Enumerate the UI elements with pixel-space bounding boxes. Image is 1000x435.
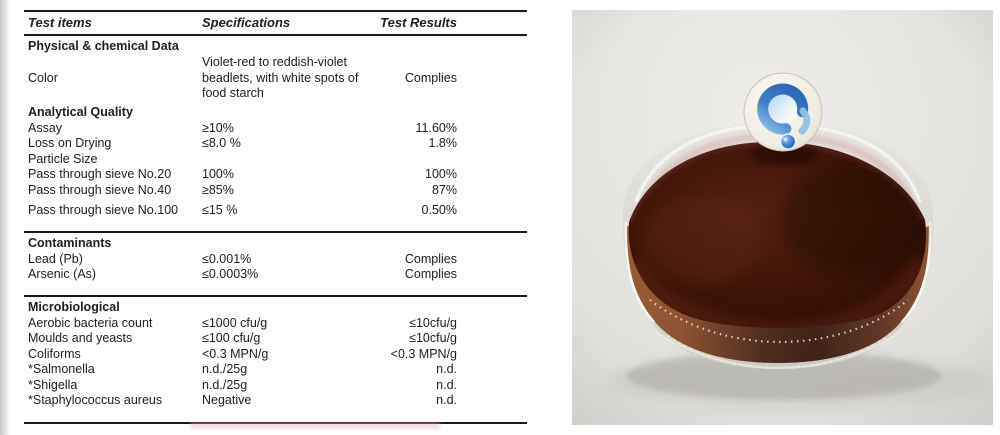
- row-test-result: n.d.: [436, 377, 457, 392]
- row-test-result: 11.60%: [415, 120, 457, 135]
- row-test-item: Pass through sieve No.20: [28, 167, 172, 181]
- table-row: [24, 252, 527, 268]
- row-specification: ≤15 %: [202, 203, 238, 217]
- row-specification: ≥85%: [202, 182, 234, 197]
- col-header-test-items: Test items: [28, 15, 92, 30]
- row-test-result: Complies: [404, 267, 457, 281]
- row-specification: ≤100 cfu/g: [202, 331, 261, 345]
- table-row: [24, 152, 527, 168]
- row-test-item: Aerobic bacteria count: [28, 315, 153, 330]
- row-test-item: Pass through sieve No.100: [28, 203, 179, 217]
- row-test-item: *Shigella: [28, 377, 78, 392]
- row-test-result: 87%: [431, 182, 457, 197]
- table-row: [24, 183, 527, 199]
- row-specification: ≤0.001%: [202, 251, 252, 266]
- row-test-result: n.d.: [436, 393, 457, 407]
- section-title: Microbiological: [28, 299, 120, 314]
- row-specification: ≤1000 cfu/g: [202, 315, 268, 330]
- table-body: [24, 36, 527, 409]
- table-header-row: [24, 12, 527, 34]
- table-row: [24, 55, 527, 102]
- table-row: [24, 316, 527, 332]
- row-test-item: Color: [28, 70, 58, 85]
- row-test-item: *Salmonella: [28, 362, 95, 376]
- table-row: [24, 331, 527, 347]
- row-specification: <0.3 MPN/g: [202, 346, 269, 361]
- row-test-result: 100%: [425, 167, 457, 181]
- row-test-item: *Staphylococcus aureus: [28, 393, 163, 407]
- logo-dot: [780, 133, 796, 149]
- row-specification: ≥10%: [202, 120, 234, 135]
- row-test-result: n.d.: [436, 362, 457, 376]
- row-specification: 100%: [202, 167, 234, 181]
- col-header-specifications: Specifications: [202, 15, 291, 30]
- section-title: Analytical Quality: [28, 104, 133, 119]
- row-test-result: Complies: [404, 251, 457, 266]
- coa-spec-table: [24, 10, 527, 424]
- table-row: [24, 267, 527, 283]
- row-test-result: <0.3 MPN/g: [390, 346, 457, 361]
- row-test-item: Coliforms: [28, 346, 81, 361]
- row-test-item: Loss on Drying: [28, 136, 112, 150]
- row-test-result: ≤10cfu/g: [409, 331, 457, 345]
- section-title: Contaminants: [28, 235, 112, 250]
- row-test-result: 1.8%: [428, 136, 457, 150]
- col-header-test-results: Test Results: [380, 15, 457, 30]
- row-specification: n.d./25g: [202, 362, 248, 376]
- row-test-result: ≤10cfu/g: [409, 315, 457, 330]
- table-row: [24, 393, 527, 409]
- row-test-result: 0.50%: [421, 203, 457, 217]
- table-row: [24, 362, 527, 378]
- row-test-result: Complies: [404, 70, 457, 85]
- row-specification: Violet-red to reddish-violet beadlets, with white spots of food starch: [202, 55, 359, 100]
- row-test-item: Moulds and yeasts: [28, 331, 133, 345]
- row-test-item: Lead (Pb): [28, 251, 83, 266]
- table-row: [24, 121, 527, 137]
- row-specification: n.d./25g: [202, 377, 248, 392]
- row-specification: ≤0.0003%: [202, 267, 259, 281]
- section-title: Physical & chemical Data: [28, 39, 179, 53]
- row-test-item: Particle Size: [28, 151, 98, 166]
- table-row: [24, 203, 527, 219]
- row-test-item: Assay: [28, 120, 63, 135]
- table-row: [24, 347, 527, 363]
- table-row: [24, 167, 527, 183]
- scan-edge: [0, 0, 10, 435]
- row-specification: ≤8.0 %: [202, 136, 241, 150]
- table-row: [24, 136, 527, 152]
- table-row: [24, 378, 527, 394]
- row-test-item: Pass through sieve No.40: [28, 182, 172, 197]
- row-test-item: Arsenic (As): [28, 267, 97, 281]
- blurred-watermark: [190, 423, 440, 428]
- product-photo: [572, 10, 993, 425]
- row-specification: Negative: [202, 393, 252, 407]
